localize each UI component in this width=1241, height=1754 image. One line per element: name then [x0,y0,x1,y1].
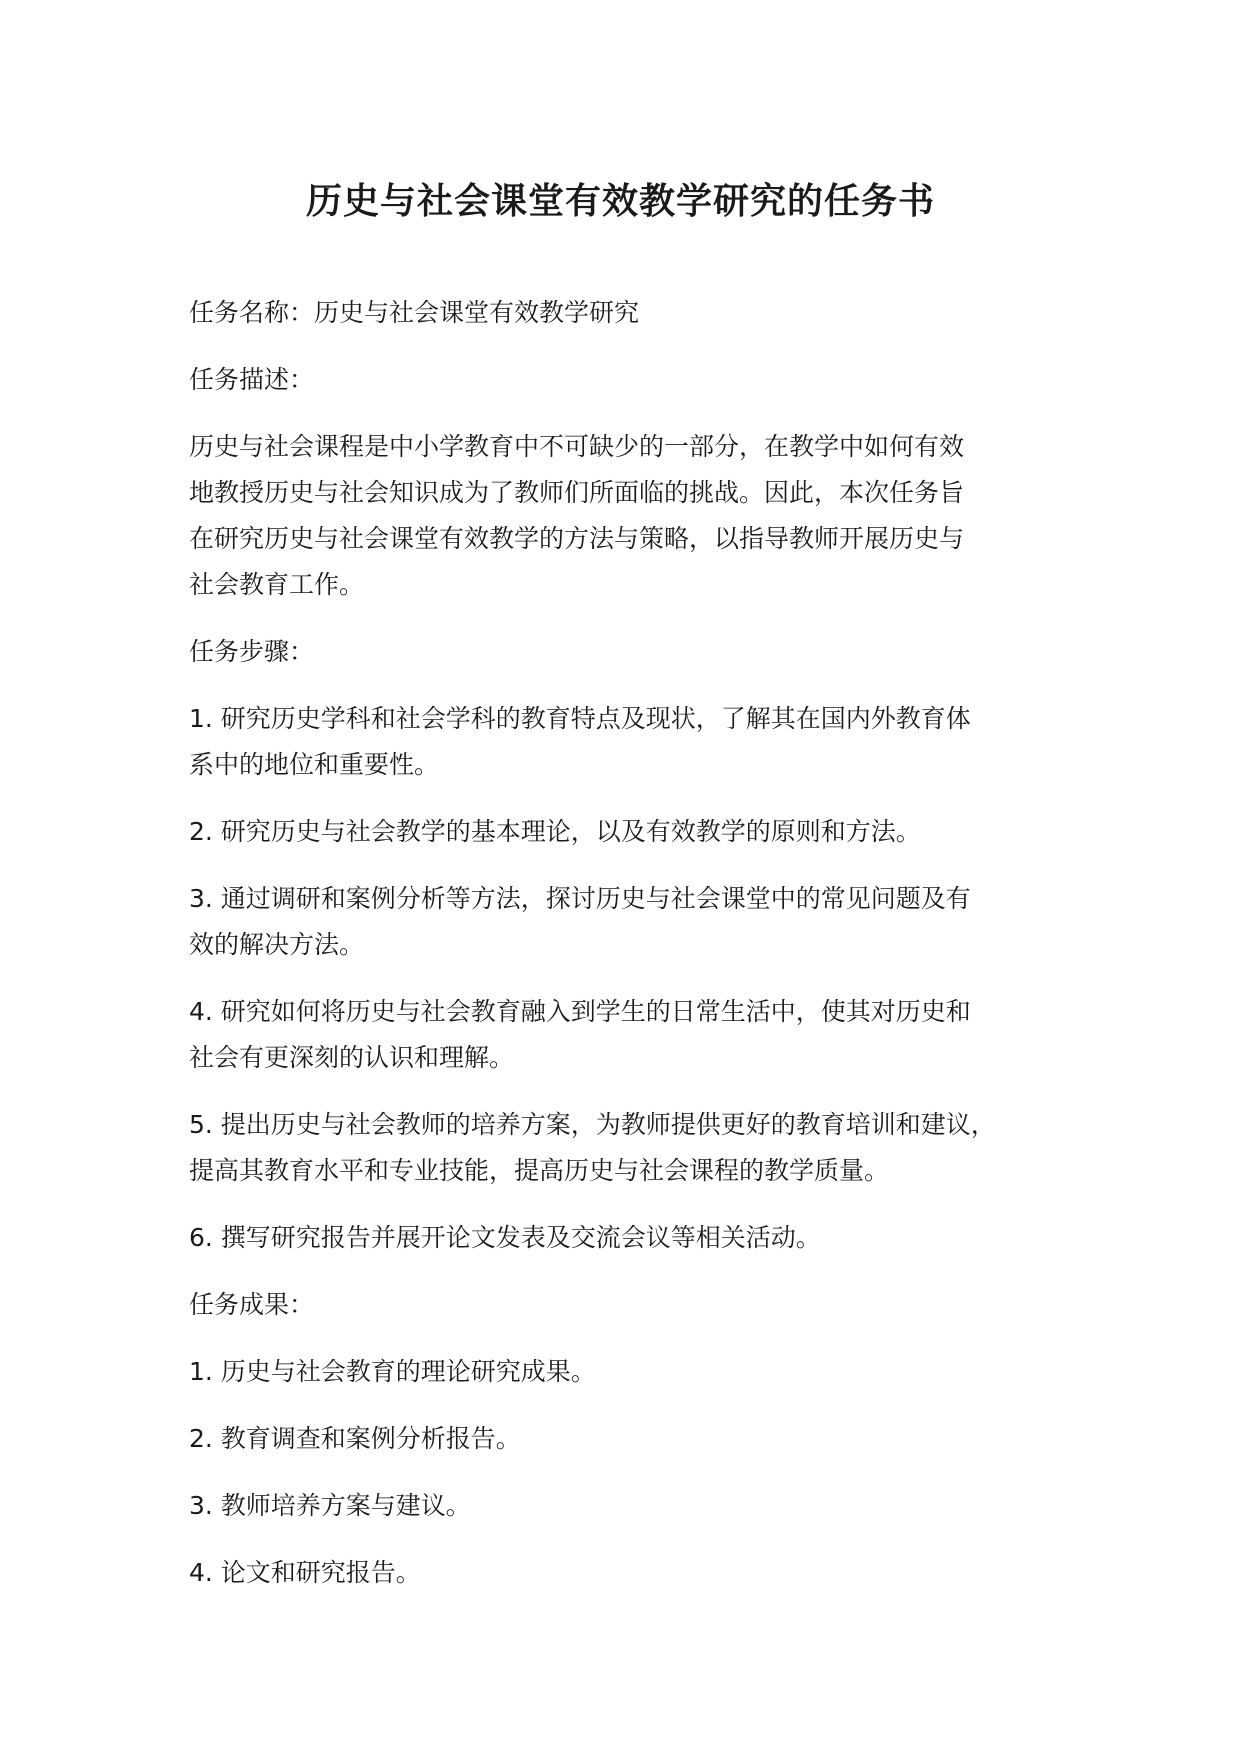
document-body [189,290,1089,1617]
results-heading: 任务成果： [189,1290,315,1319]
step-item [189,989,1089,1081]
result-item: 3. 教师培养方案与建议。 [189,1491,471,1520]
description-line: 地教授历史与社会知识成为了教师们所面临的挑战。因此，本次任务旨 [189,478,965,507]
description-heading: 任务描述： [189,365,315,394]
step-line: 6. 撰写研究报告并展开论文发表及交流会议等相关活动。 [189,1223,821,1252]
description-paragraph [189,424,1089,608]
result-item: 2. 教育调查和案例分析报告。 [189,1424,521,1453]
description-line: 历史与社会课程是中小学教育中不可缺少的一部分，在教学中如何有效 [189,432,965,461]
step-line: 1. 研究历史学科和社会学科的教育特点及现状，了解其在国内外教育体 [189,704,971,733]
task-name: 任务名称：历史与社会课堂有效教学研究 [189,298,640,327]
description-line: 社会教育工作。 [189,570,365,599]
document-title: 历史与社会课堂有效教学研究的任务书 [305,181,935,222]
description-line: 在研究历史与社会课堂有效教学的方法与策略，以指导教师开展历史与 [189,524,965,553]
result-item: 1. 历史与社会教育的理论研究成果。 [189,1357,596,1386]
step-line: 系中的地位和重要性。 [189,750,440,779]
step-item [189,1102,1089,1194]
step-line: 提高其教育水平和专业技能，提高历史与社会课程的教学质量。 [189,1156,890,1185]
step-line: 效的解决方法。 [189,930,365,959]
result-item: 4. 论文和研究报告。 [189,1558,421,1587]
step-line: 4. 研究如何将历史与社会教育融入到学生的日常生活中，使其对历史和 [189,997,971,1026]
step-item [189,809,1089,855]
step-line: 2. 研究历史与社会教学的基本理论，以及有效教学的原则和方法。 [189,817,921,846]
step-item [189,876,1089,968]
step-line: 3. 通过调研和案例分析等方法，探讨历史与社会课堂中的常见问题及有 [189,884,971,913]
step-item [189,1215,1089,1261]
step-item [189,696,1089,788]
step-line: 5. 提出历史与社会教师的培养方案，为教师提供更好的教育培训和建议， [189,1110,996,1139]
steps-heading: 任务步骤： [189,637,315,666]
step-line: 社会有更深刻的认识和理解。 [189,1043,515,1072]
